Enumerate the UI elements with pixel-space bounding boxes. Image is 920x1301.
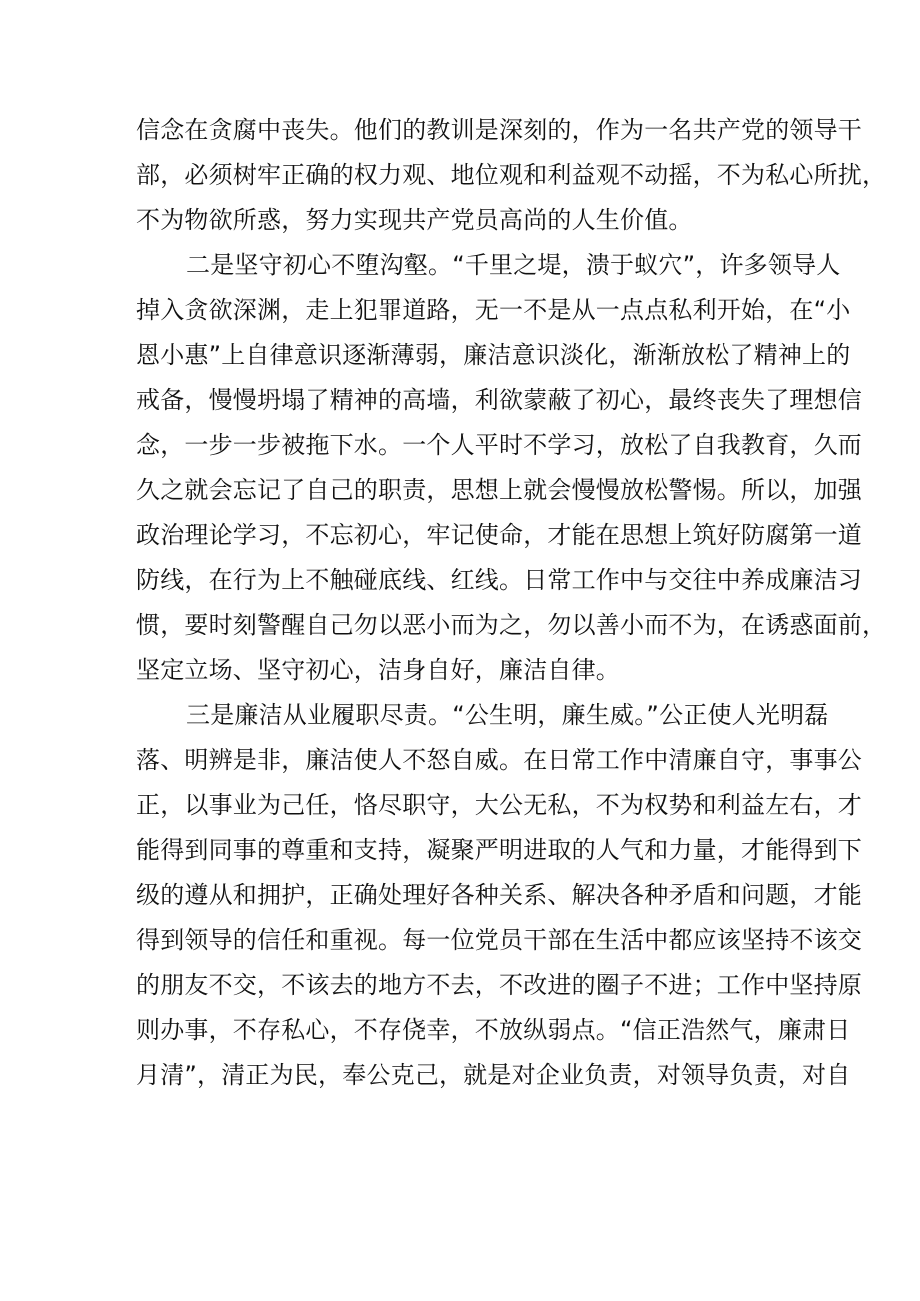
paragraph [136, 108, 887, 243]
text-line: 得到领导的信任和重视。每一位党员干部在生活中都应该坚持不该交 [136, 926, 862, 954]
text-line: 的朋友不交，不该去的地方不去，不改进的圈子不进；工作中坚持原 [136, 971, 862, 999]
text-line: 久之就会忘记了自己的职责，思想上就会慢慢放松警惕。所以，加强 [136, 476, 862, 504]
text-line: 惯，要时刻警醒自己勿以恶小而为之，勿以善小而不为，在诱惑面前， [136, 611, 887, 639]
text-line: 落、明辨是非，廉洁使人不怒自威。在日常工作中清廉自守，事事公 [136, 746, 862, 774]
text-line: 则办事，不存私心，不存侥幸，不放纵弱点。“信正浩然气，廉肃日 [136, 1016, 851, 1044]
body-text [136, 108, 887, 1098]
text-line: 恩小惠”上自律意识逐渐薄弱，廉洁意识淡化，渐渐放松了精神上的 [136, 341, 851, 369]
text-line: 二是坚守初心不堕沟壑。“千里之堤，溃于蚁穴”，许多领导人 [186, 251, 841, 279]
text-line: 信念在贪腐中丧失。他们的教训是深刻的，作为一名共产党的领导干 [136, 116, 862, 144]
text-line: 三是廉洁从业履职尽责。“公生明，廉生威。”公正使人光明磊 [186, 701, 829, 729]
text-line: 正，以事业为己任，恪尽职守，大公无私，不为权势和利益左右，才 [136, 791, 862, 819]
text-line: 坚定立场、坚守初心，洁身自好，廉洁自律。 [136, 656, 620, 684]
paragraph [136, 693, 862, 1098]
text-line: 部，必须树牢正确的权力观、地位观和利益观不动摇，不为私心所扰， [136, 161, 887, 189]
text-line: 月清”，清正为民，奉公克己，就是对企业负责，对领导负责，对自 [136, 1061, 851, 1089]
text-line: 防线，在行为上不触碰底线、红线。日常工作中与交往中养成廉洁习 [136, 566, 862, 594]
text-line: 级的遵从和拥护，正确处理好各种关系、解决各种矛盾和问题，才能 [136, 881, 862, 909]
text-line: 掉入贪欲深渊，走上犯罪道路，无一不是从一点点私利开始，在“小 [136, 296, 851, 324]
text-line: 不为物欲所惑，努力实现共产党员高尚的人生价值。 [136, 206, 693, 234]
text-line: 念，一步一步被拖下水。一个人平时不学习，放松了自我教育，久而 [136, 431, 862, 459]
paragraph [136, 243, 887, 693]
text-line: 戒备，慢慢坍塌了精神的高墙，利欲蒙蔽了初心，最终丧失了理想信 [136, 386, 862, 414]
text-line: 能得到同事的尊重和支持，凝聚严明进取的人气和力量，才能得到下 [136, 836, 862, 864]
text-line: 政治理论学习，不忘初心，牢记使命，才能在思想上筑好防腐第一道 [136, 521, 862, 549]
